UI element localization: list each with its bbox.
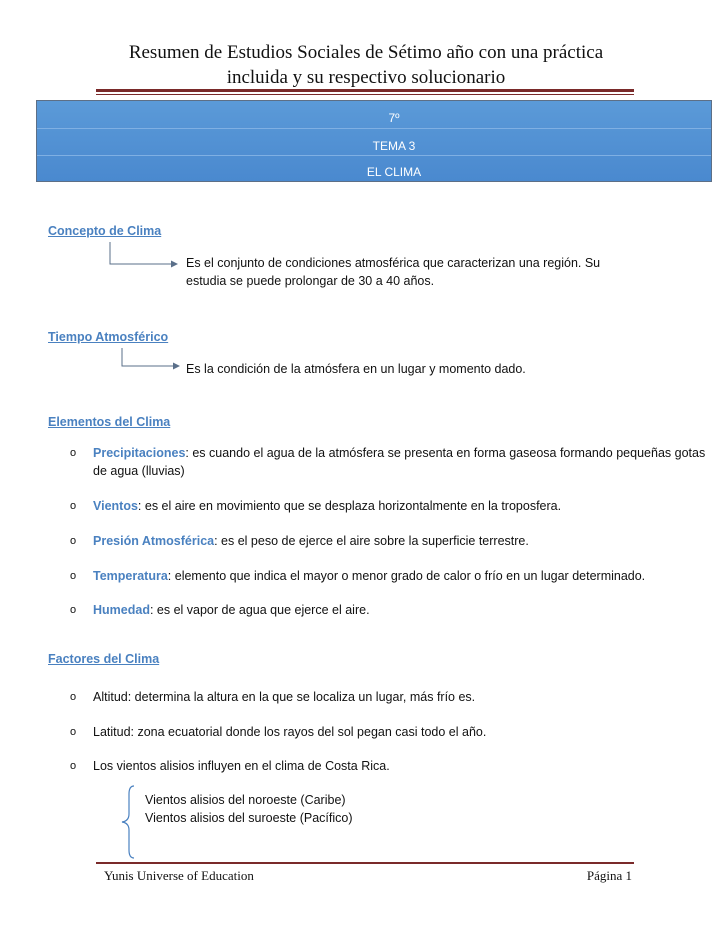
bullet-icon: o — [70, 691, 77, 703]
sub-item-suroeste: Vientos alisios del suroeste (Pacífico) — [145, 811, 353, 825]
footer-rule — [96, 862, 634, 864]
vientos-alisios-list — [145, 791, 545, 827]
list-item-term: Humedad — [93, 603, 150, 617]
title-line-2: incluida y su respectivo solucionario — [226, 67, 506, 88]
list-item — [93, 444, 713, 480]
bullet-icon: o — [70, 500, 77, 512]
bullet-icon: o — [70, 604, 77, 616]
banner-grade: 7º — [388, 111, 400, 125]
list-item-text: : elemento que indica el mayor o menor grado de calor o frío en un lugar determinado. — [167, 569, 646, 583]
bullet-icon: o — [70, 535, 77, 547]
list-item-term: Presión Atmosférica — [93, 534, 215, 548]
arrow-icon — [120, 346, 182, 370]
arrow-icon — [108, 240, 180, 270]
list-item-term: Temperatura — [93, 569, 168, 583]
header-rule-thick — [96, 89, 634, 92]
bullet-icon: o — [70, 570, 77, 582]
list-item — [93, 532, 713, 550]
bullet-icon: o — [70, 726, 77, 738]
list-item: Altitud: determina la altura en la que se localiza un lugar, más frío es. — [93, 690, 476, 704]
concepto-definition — [186, 254, 656, 290]
bullet-icon: o — [70, 447, 77, 459]
tiempo-definition: Es la condición de la atmósfera en un lugar y momento dado. — [186, 362, 526, 376]
list-item-text: : es el vapor de agua que ejerce el aire. — [149, 603, 370, 617]
sub-item-noroeste: Vientos alisios del noroeste (Caribe) — [145, 793, 346, 807]
list-item-text: : es el peso de ejerce el aire sobre la superficie terrestre. — [214, 534, 529, 548]
list-item: Latitud: zona ecuatorial donde los rayos del sol pegan casi todo el año. — [93, 725, 487, 739]
title-line-1: Resumen de Estudios Sociales de Sétimo año con una práctica — [128, 42, 604, 63]
list-item-text: : es cuando el agua de la atmósfera se presenta en forma gaseosa formando pequeñas gotas de agua (lluvias) — [93, 446, 706, 478]
list-item-text: : es el aire en movimiento que se desplaza horizontalmente en la troposfera. — [137, 499, 562, 513]
banner-topic: TEMA 3 — [372, 139, 416, 153]
banner-divider — [37, 155, 711, 156]
bullet-icon: o — [70, 760, 77, 772]
concepto-line-1: Es el conjunto de condiciones atmosférica que caracterizan una región. Su — [186, 256, 601, 270]
header-rule-thin — [96, 94, 634, 95]
topic-banner — [36, 100, 712, 182]
section-heading-tiempo: Tiempo Atmosférico — [48, 330, 169, 344]
list-item — [93, 601, 713, 619]
list-item — [93, 567, 713, 585]
list-item: Los vientos alisios influyen en el clima de Costa Rica. — [93, 759, 390, 773]
list-item-term: Precipitaciones — [93, 446, 186, 460]
section-heading-concepto: Concepto de Clima — [48, 224, 162, 238]
list-item-term: Vientos — [93, 499, 138, 513]
banner-divider — [37, 128, 711, 129]
section-heading-elementos: Elementos del Clima — [48, 415, 171, 429]
concepto-line-2: estudia se puede prolongar de 30 a 40 años. — [186, 274, 435, 288]
footer-page-number: Página 1 — [586, 868, 632, 883]
brace-icon — [118, 784, 138, 860]
footer-publisher: Yunis Universe of Education — [104, 868, 254, 883]
section-heading-factores: Factores del Clima — [48, 652, 160, 666]
list-item — [93, 497, 713, 515]
document-title — [96, 40, 636, 90]
banner-subject: EL CLIMA — [366, 165, 422, 179]
